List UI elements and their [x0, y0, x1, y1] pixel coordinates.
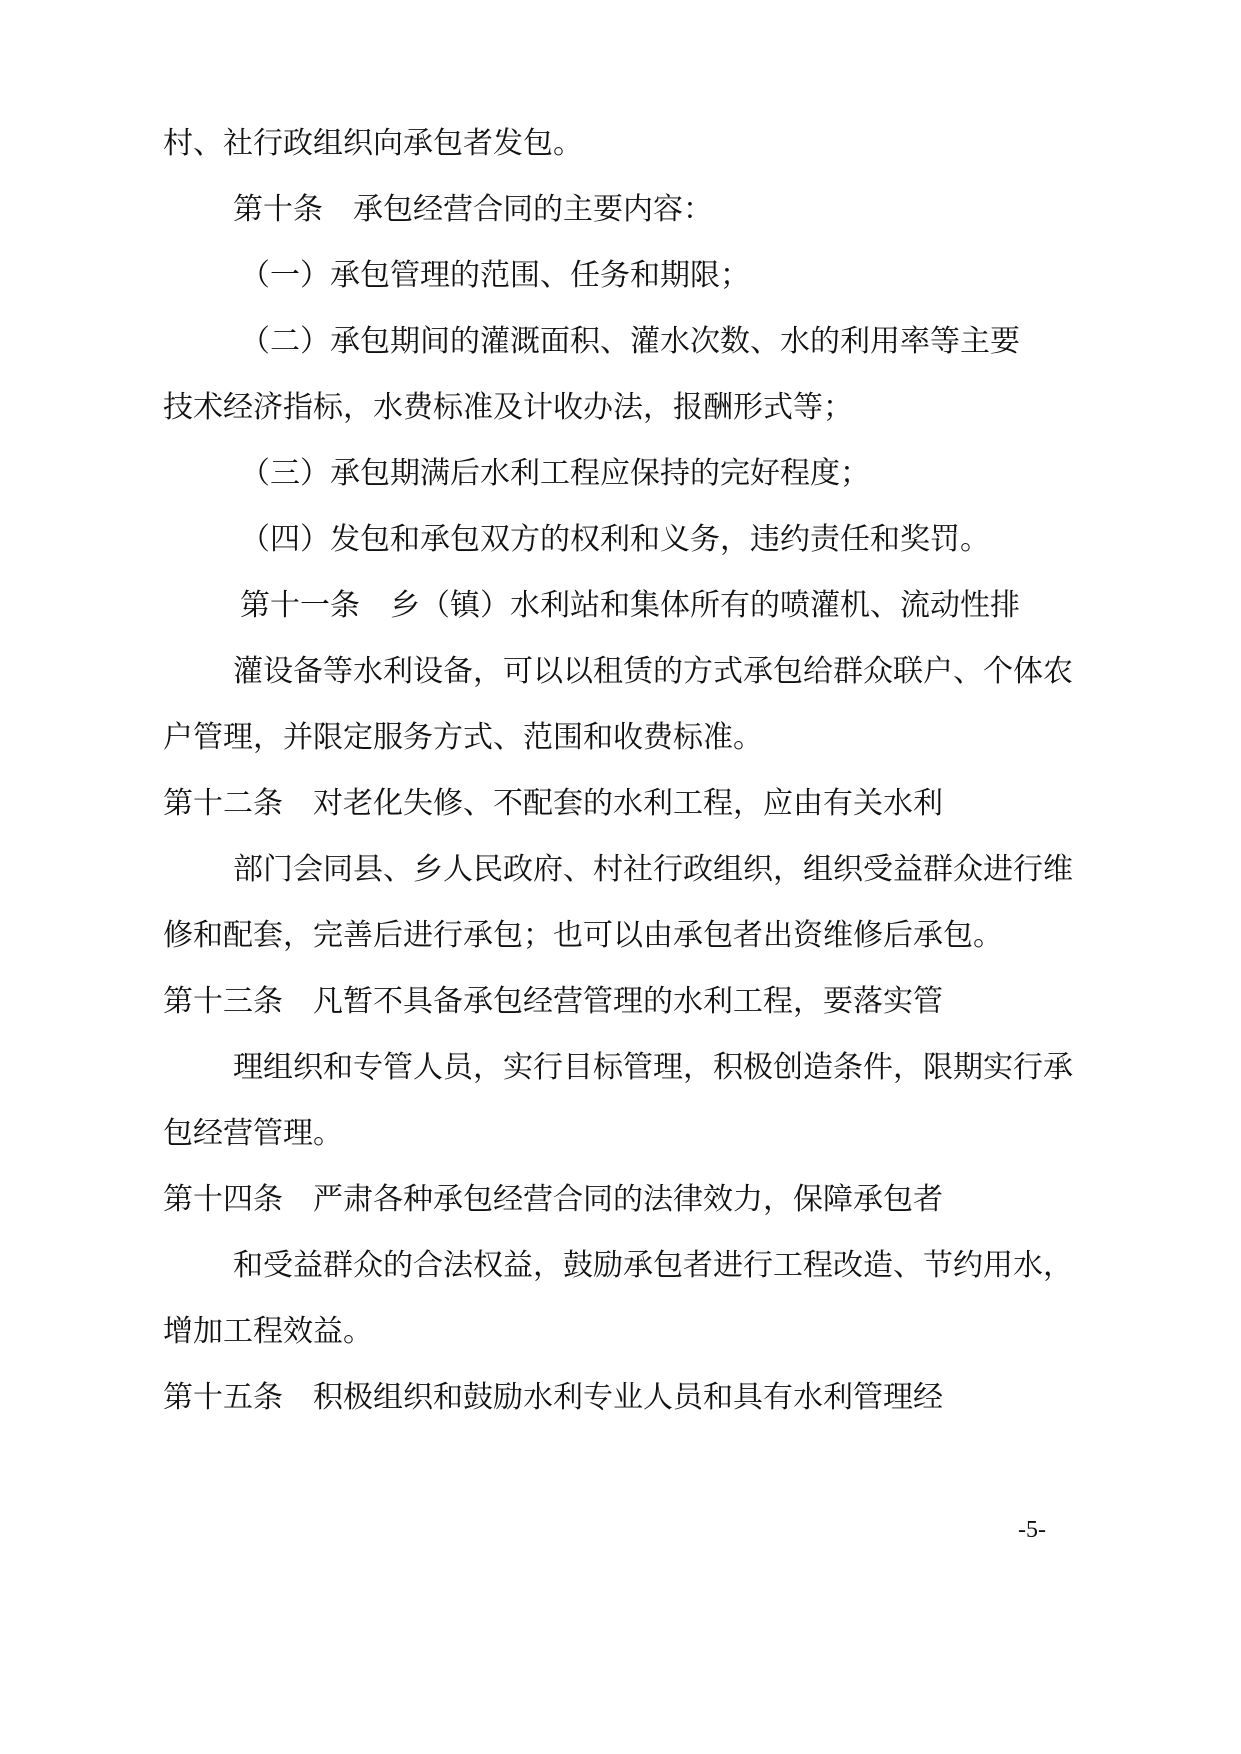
text-line-content: 技术经济指标，水费标准及计收办法，报酬形式等； [163, 390, 853, 425]
list-item-1 [0, 256, 1241, 296]
text-line-content: 第十三条 凡暂不具备承包经营管理的水利工程，要落实管 [163, 984, 943, 1019]
article-10-heading-line [0, 190, 1241, 230]
text-line-content: 修和配套，完善后进行承包；也可以由承包者出资维修后承包。 [163, 918, 1003, 953]
text-line [0, 1048, 1241, 1088]
page-number: -5- [1018, 1517, 1046, 1543]
text-line-content: 第十条 承包经营合同的主要内容： [233, 192, 713, 227]
text-line-content: 灌设备等水利设备，可以以租赁的方式承包给群众联户、个体农 [233, 654, 1073, 689]
text-line [0, 1114, 1241, 1154]
article-13-line [0, 982, 1241, 1022]
text-line-content: 第十一条 乡（镇）水利站和集体所有的喷灌机、流动性排 [240, 588, 1020, 623]
text-line-content: 包经营管理。 [163, 1116, 343, 1151]
text-line-content: 户管理，并限定服务方式、范围和收费标准。 [163, 720, 763, 755]
list-item-2 [0, 322, 1241, 362]
article-14-line [0, 1180, 1241, 1220]
article-11-line [0, 586, 1241, 626]
text-line [0, 718, 1241, 758]
text-line [0, 916, 1241, 956]
text-line-content: 第十五条 积极组织和鼓励水利专业人员和具有水利管理经 [163, 1380, 943, 1415]
article-12-line [0, 784, 1241, 824]
text-line [0, 388, 1241, 428]
list-item-4 [0, 520, 1241, 560]
text-line [0, 652, 1241, 692]
text-line-content: （一）承包管理的范围、任务和期限； [240, 258, 750, 293]
text-line-content: 第十四条 严肃各种承包经营合同的法律效力，保障承包者 [163, 1182, 943, 1217]
article-15-line [0, 1378, 1241, 1418]
text-line-content: 理组织和专管人员，实行目标管理，积极创造条件，限期实行承 [233, 1050, 1073, 1085]
list-item-3 [0, 454, 1241, 494]
text-line [0, 1246, 1241, 1286]
text-line-content: 第十二条 对老化失修、不配套的水利工程，应由有关水利 [163, 786, 943, 821]
text-line-content: 增加工程效益。 [163, 1314, 373, 1349]
text-line-content: 部门会同县、乡人民政府、村社行政组织，组织受益群众进行维 [233, 852, 1073, 887]
text-line [0, 124, 1241, 164]
text-line-content: 和受益群众的合法权益，鼓励承包者进行工程改造、节约用水， [233, 1248, 1073, 1283]
text-line [0, 1312, 1241, 1352]
text-line-content: 村、社行政组织向承包者发包。 [163, 126, 583, 161]
text-line-content: （二）承包期间的灌溉面积、灌水次数、水的利用率等主要 [240, 324, 1020, 359]
text-line [0, 850, 1241, 890]
text-line-content: （四）发包和承包双方的权利和义务，违约责任和奖罚。 [240, 522, 990, 557]
text-line-content: （三）承包期满后水利工程应保持的完好程度； [240, 456, 870, 491]
